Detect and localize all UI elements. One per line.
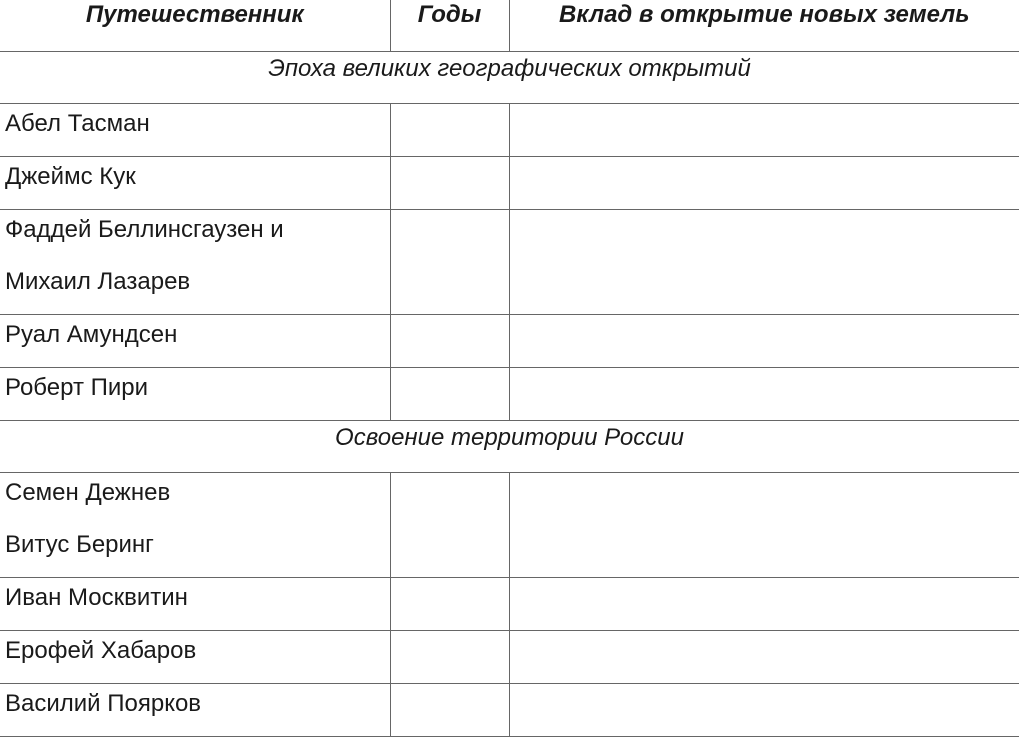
header-years: Годы	[390, 0, 509, 52]
table-row	[0, 157, 1019, 210]
traveler-name: Абел Тасман	[5, 110, 150, 137]
years-cell[interactable]	[390, 157, 509, 210]
years-cell[interactable]	[390, 473, 509, 578]
contribution-cell[interactable]	[509, 473, 1019, 578]
traveler-name: Витус Беринг	[5, 531, 154, 558]
contribution-cell[interactable]	[509, 315, 1019, 368]
traveler-name: Михаил Лазарев	[5, 268, 191, 295]
traveler-name-cell	[0, 578, 390, 631]
traveler-name: Семен Дежнев	[5, 479, 171, 506]
section-row	[0, 421, 1019, 473]
traveler-name: Роберт Пири	[5, 374, 149, 401]
years-cell[interactable]	[390, 104, 509, 157]
traveler-name: Ерофей Хабаров	[5, 637, 197, 664]
table-row	[0, 368, 1019, 421]
traveler-name: Фаддей Беллинсгаузен и	[5, 216, 284, 243]
header-contribution: Вклад в открытие новых земель	[509, 0, 1019, 52]
contribution-cell[interactable]	[509, 210, 1019, 315]
table-row	[0, 104, 1019, 157]
contribution-cell[interactable]	[509, 104, 1019, 157]
years-cell[interactable]	[390, 315, 509, 368]
table-row	[0, 473, 1019, 578]
years-cell[interactable]	[390, 578, 509, 631]
traveler-name-cell	[0, 631, 390, 684]
years-cell[interactable]	[390, 631, 509, 684]
years-cell[interactable]	[390, 368, 509, 421]
traveler-name-cell	[0, 684, 390, 737]
section-row	[0, 52, 1019, 104]
contribution-cell[interactable]	[509, 578, 1019, 631]
table-header-row	[0, 0, 1019, 52]
header-traveler: Путешественник	[0, 0, 390, 52]
traveler-name-cell	[0, 104, 390, 157]
contribution-cell[interactable]	[509, 157, 1019, 210]
contribution-cell[interactable]	[509, 631, 1019, 684]
section-title: Освоение территории России	[0, 421, 1019, 473]
traveler-name-cell	[0, 210, 390, 315]
traveler-name-cell	[0, 368, 390, 421]
table-row	[0, 631, 1019, 684]
table-row	[0, 210, 1019, 315]
table-row	[0, 578, 1019, 631]
traveler-name: Василий Поярков	[5, 690, 202, 717]
years-cell[interactable]	[390, 684, 509, 737]
traveler-name-cell	[0, 473, 390, 578]
traveler-name-cell	[0, 315, 390, 368]
traveler-name-cell	[0, 157, 390, 210]
traveler-name: Руал Амундсен	[5, 321, 178, 348]
traveler-name: Иван Москвитин	[5, 584, 188, 611]
traveler-name: Джеймс Кук	[5, 163, 136, 190]
section-title: Эпоха великих географических открытий	[0, 52, 1019, 104]
contribution-cell[interactable]	[509, 368, 1019, 421]
contribution-cell[interactable]	[509, 684, 1019, 737]
table-row	[0, 684, 1019, 737]
table-row	[0, 315, 1019, 368]
years-cell[interactable]	[390, 210, 509, 315]
